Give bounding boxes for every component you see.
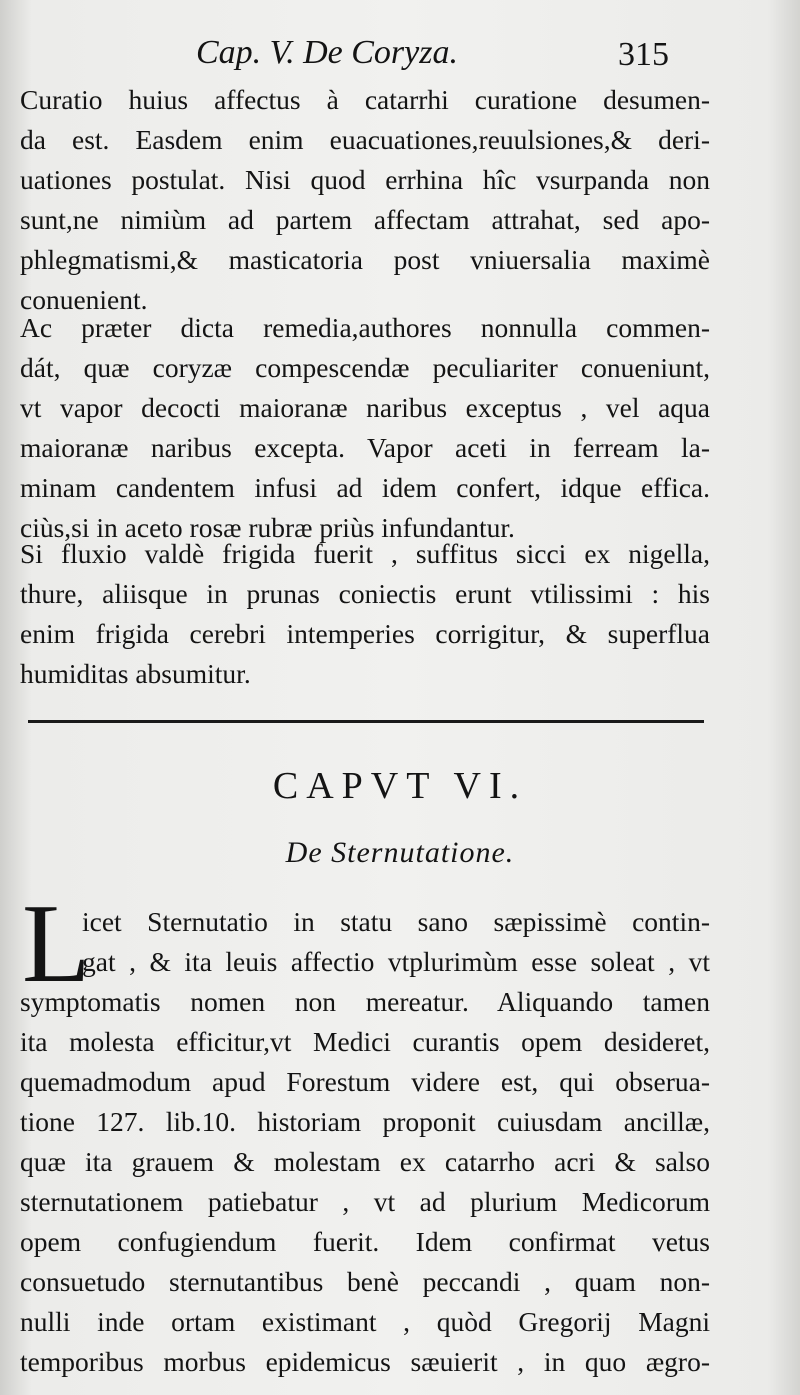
text-line: humiditas absumitur.	[20, 658, 251, 689]
text-line: thure, aliisque in prunas coniectis erunt vtilissimi : his	[20, 578, 710, 609]
text-line: ciùs,si in aceto rosæ rubræ priùs infundantur.	[20, 512, 515, 543]
text-line: quemadmodum apud Forestum videre est, qui obserua-	[20, 1066, 710, 1097]
page-number: 315	[618, 36, 669, 73]
paragraph-curatio	[20, 80, 710, 320]
running-title: Cap. V. De Coryza.	[196, 34, 458, 71]
paragraph-sternutatio	[20, 982, 710, 1382]
drop-cap: L	[22, 882, 91, 1006]
text-line: consuetudo sternutantibus benè peccandi , quam non-	[20, 1266, 710, 1297]
text-line: phlegmatismi,& masticatoria post vniuersalia maximè	[20, 244, 710, 275]
text-line: quæ ita grauem & molestam ex catarrho acri & salso	[20, 1146, 710, 1177]
chapter-subtitle: De Sternutatione.	[285, 836, 515, 869]
text-line: da est. Easdem enim euacuationes,reuulsiones,& deri-	[20, 124, 710, 155]
text-line: Si fluxio valdè frigida fuerit , suffitus sicci ex nigella,	[20, 538, 710, 569]
text-line: sunt,ne nimiùm ad partem affectam attrahat, sed apo-	[20, 204, 710, 235]
text-line: minam candentem infusi ad idem confert, idque effica.	[20, 472, 710, 503]
paragraph-remedia	[20, 308, 710, 548]
text-line: Curatio huius affectus à catarrhi curatione desumen-	[20, 84, 710, 115]
text-line: tione 127. lib.10. historiam proponit cuiusdam ancillæ,	[20, 1106, 710, 1137]
text-line: symptomatis nomen non mereatur. Aliquando tamen	[20, 986, 710, 1017]
text-line: dát, quæ coryzæ compescendæ peculiariter conueniunt,	[20, 352, 710, 383]
text-line: temporibus morbus epidemicus sæuierit , in quo ægro-	[20, 1346, 710, 1377]
text-line: enim frigida cerebri intemperies corrigitur, & superflua	[20, 618, 710, 649]
paragraph-fluxio	[20, 534, 710, 694]
text-line: uationes postulat. Nisi quod errhina hîc vsurpanda non	[20, 164, 710, 195]
text-line: icet Sternutatio in statu sano sæpissimè contin-	[82, 906, 710, 937]
text-line: gat , & ita leuis affectio vtplurimùm esse soleat , vt	[82, 946, 710, 977]
text-line: conuenient.	[20, 284, 148, 315]
text-line: nulli inde ortam existimant , quòd Gregorij Magni	[20, 1306, 710, 1337]
text-line: vt vapor decocti maioranæ naribus exceptus , vel aqua	[20, 392, 710, 423]
chapter-heading: CAPVT VI.	[272, 765, 528, 807]
section-divider	[28, 720, 704, 723]
text-line: opem confugiendum fuerit. Idem confirmat vetus	[20, 1226, 710, 1257]
text-line: Ac præter dicta remedia,authores nonnulla commen-	[20, 312, 710, 343]
text-line: ita molesta efficitur,vt Medici curantis opem desideret,	[20, 1026, 710, 1057]
text-line: sternutationem patiebatur , vt ad plurium Medicorum	[20, 1186, 710, 1217]
paragraph-sternutatio-intro	[82, 902, 710, 982]
running-header	[0, 34, 800, 84]
text-line: maioranæ naribus excepta. Vapor aceti in ferream la-	[20, 432, 710, 463]
